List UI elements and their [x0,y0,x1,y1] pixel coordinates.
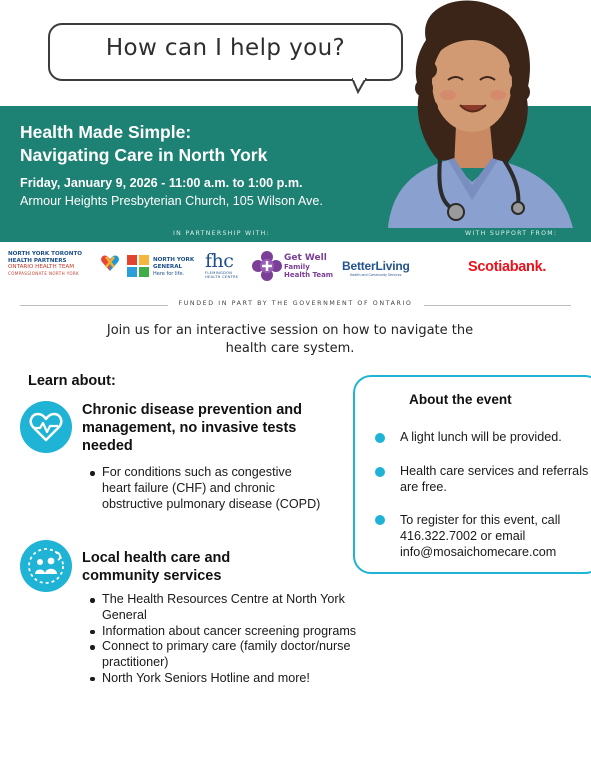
get-well-flower-icon [252,251,282,281]
speech-bubble-tail-icon [352,78,370,94]
list-item: North York Seniors Hotline and more! [88,671,373,687]
list-item: The Health Resources Centre at North York General [88,592,373,624]
section-1-list [88,465,323,512]
funded-by-text: FUNDED IN PART BY THE GOVERNMENT OF ONTARIO [178,300,413,307]
title-line-2: Navigating Care in North York [20,145,268,165]
support-label: WITH SUPPORT FROM: [465,230,558,237]
section-2-list [88,592,373,687]
nyt-health-partners-logo: NORTH YORK TORONTO HEALTH PARTNERS ONTARIO HEALTH TEAM COMPASSIONATE NORTH YORK [8,251,118,281]
intro-text: Join us for an interactive session on how to navigate the health care system. [106,323,474,356]
partnership-label: IN PARTNERSHIP WITH: [173,230,271,237]
fhc-logo: fhc FLEMINGDON HEALTH CENTRE [205,250,239,279]
section-1-title: Chronic disease prevention and management, no invasive tests needed [82,402,302,454]
nyg-squares-icon [127,255,149,277]
event-item-lunch: A light lunch will be provided. [400,430,562,444]
nyt-heart-mark-icon [100,253,120,273]
bullet-dot-icon [375,467,385,477]
list-item: Information about cancer screening programs [88,624,373,640]
better-living-logo: BetterLiving Health and Community Services [342,259,410,277]
community-health-icon [20,540,72,592]
speech-bubble-text: How can I help you? [105,35,346,61]
scotiabank-logo: Scotiabank. [468,259,547,275]
get-well-fht-logo: Get Well Family Health Team [252,251,340,281]
north-york-general-logo: NORTH YORK GENERAL Here for life. [127,251,199,281]
about-event-title: About the event [409,392,512,407]
bullet-dot-icon [375,515,385,525]
event-item-free: Health care services and referrals are free. [400,464,589,495]
section-2-title: Local health care and community services [82,550,231,584]
event-venue: Armour Heights Presbyterian Church, 105 Wilson Ave. [20,194,323,208]
funded-divider-right [424,305,571,306]
speech-bubble [48,23,403,81]
learn-about-heading: Learn about: [28,373,116,389]
heart-pulse-icon [20,401,72,453]
title-line-1: Health Made Simple: [20,122,192,142]
event-date-time: Friday, January 9, 2026 - 11:00 a.m. to 1:00 p.m. [20,176,303,190]
list-item: Connect to primary care (family doctor/nurse practitioner) [88,639,373,671]
event-item-register: To register for this event, call 416.322.7002 or email info@mosaichomecare.com [400,513,561,560]
bullet-dot-icon [375,433,385,443]
list-item: For conditions such as congestive heart failure (CHF) and chronic obstructive pulmonary disease (COPD) [88,465,323,512]
page-title [20,121,267,167]
